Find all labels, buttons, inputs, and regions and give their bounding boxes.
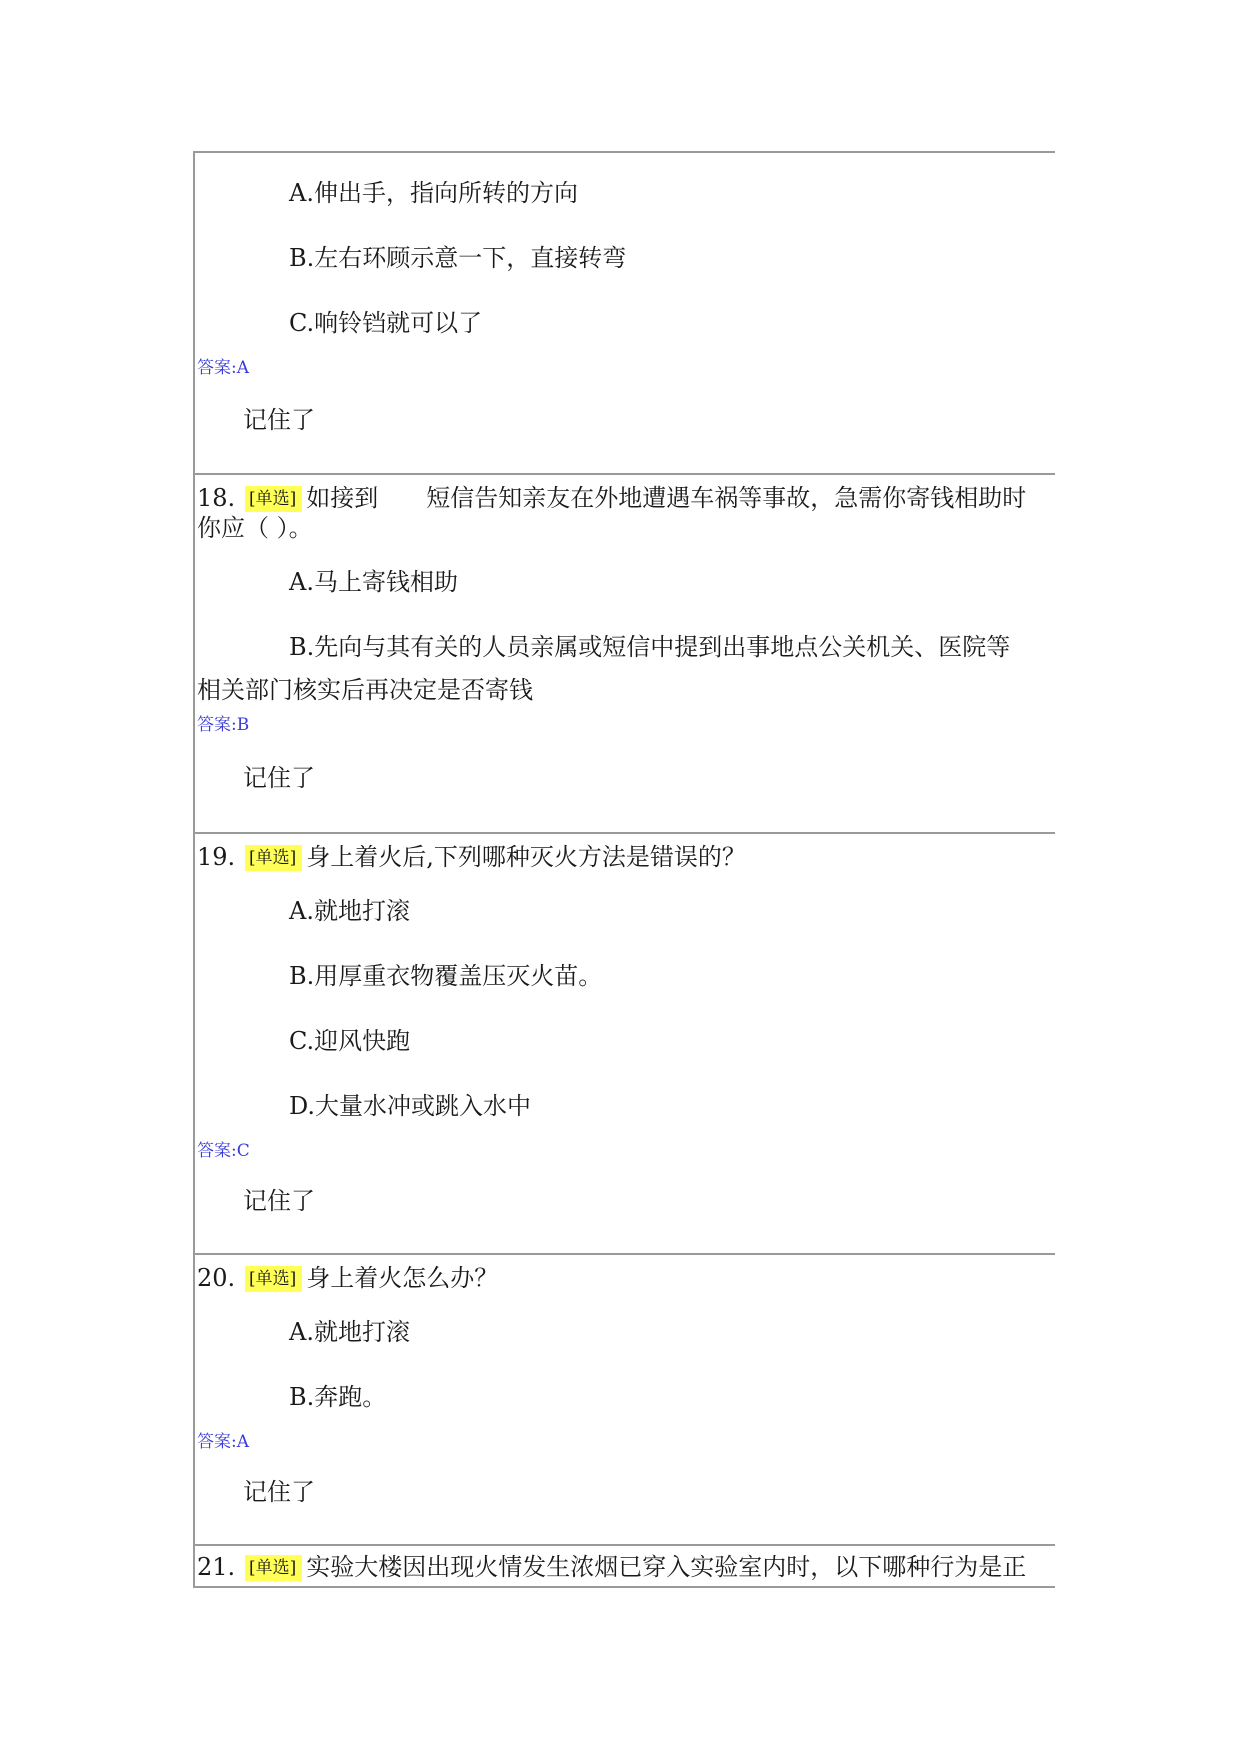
question-17-block (193, 151, 1055, 473)
question-18-block (193, 473, 1055, 832)
single-choice-tag: [单选] (245, 1555, 302, 1581)
option-a[interactable]: A.伸出手，指向所转的方向 (289, 179, 578, 207)
question-21-block (193, 1544, 1055, 1588)
question-text: 身上着火后,下列哪种灭火方法是错误的？ (306, 843, 746, 871)
single-choice-tag: [单选] (245, 845, 302, 871)
question-number: 19. (197, 843, 236, 871)
option-c[interactable]: C.响铃铛就可以了 (289, 309, 483, 337)
option-b[interactable]: B.奔跑。 (289, 1383, 387, 1411)
remember-button[interactable]: 记住了 (243, 406, 315, 434)
question-number: 21. (197, 1553, 236, 1581)
answer-label: 答案:A (197, 358, 250, 378)
option-a[interactable]: A.就地打滚 (289, 897, 410, 925)
question-title (197, 483, 1026, 513)
option-b-continued[interactable]: 相关部门核实后再决定是否寄钱 (197, 676, 533, 704)
remember-button[interactable]: 记住了 (243, 1187, 315, 1215)
option-a[interactable]: A.马上寄钱相助 (289, 568, 458, 596)
remember-button[interactable]: 记住了 (243, 1478, 315, 1506)
single-choice-tag: [单选] (245, 1266, 302, 1292)
question-number: 20. (197, 1264, 236, 1292)
option-c[interactable]: C.迎风快跑 (289, 1027, 411, 1055)
single-choice-tag: [单选] (245, 486, 302, 512)
remember-button[interactable]: 记住了 (243, 764, 315, 792)
option-d[interactable]: D.大量水冲或跳入水中 (289, 1092, 532, 1120)
question-20-block (193, 1253, 1055, 1544)
question-title (197, 1263, 498, 1293)
answer-label: 答案:A (197, 1432, 250, 1452)
option-b[interactable]: B.用厚重衣物覆盖压灭火苗。 (289, 962, 603, 990)
question-title-clip (195, 1550, 1055, 1584)
question-number: 18. (197, 484, 236, 512)
question-text-continued: 你应（ ）。 (197, 514, 313, 542)
question-text: 如接到 短信告知亲友在外地遭遇车祸等事故，急需你寄钱相助时 (306, 484, 1027, 512)
option-b[interactable]: B.左右环顾示意一下，直接转弯 (289, 244, 627, 272)
option-b[interactable]: B.先向与其有关的人员亲属或短信中提到出事地点公关机关、医院等 (289, 633, 1011, 661)
question-title (197, 842, 746, 872)
question-title (197, 1552, 1026, 1582)
question-text: 身上着火怎么办？ (306, 1264, 499, 1292)
answer-label: 答案:C (197, 1141, 250, 1161)
answer-label: 答案:B (197, 715, 250, 735)
option-a[interactable]: A.就地打滚 (289, 1318, 410, 1346)
question-list (193, 151, 1055, 1601)
question-text: 实验大楼因出现火情发生浓烟已穿入实验室内时，以下哪种行为是正 (306, 1553, 1027, 1581)
question-19-block (193, 832, 1055, 1253)
